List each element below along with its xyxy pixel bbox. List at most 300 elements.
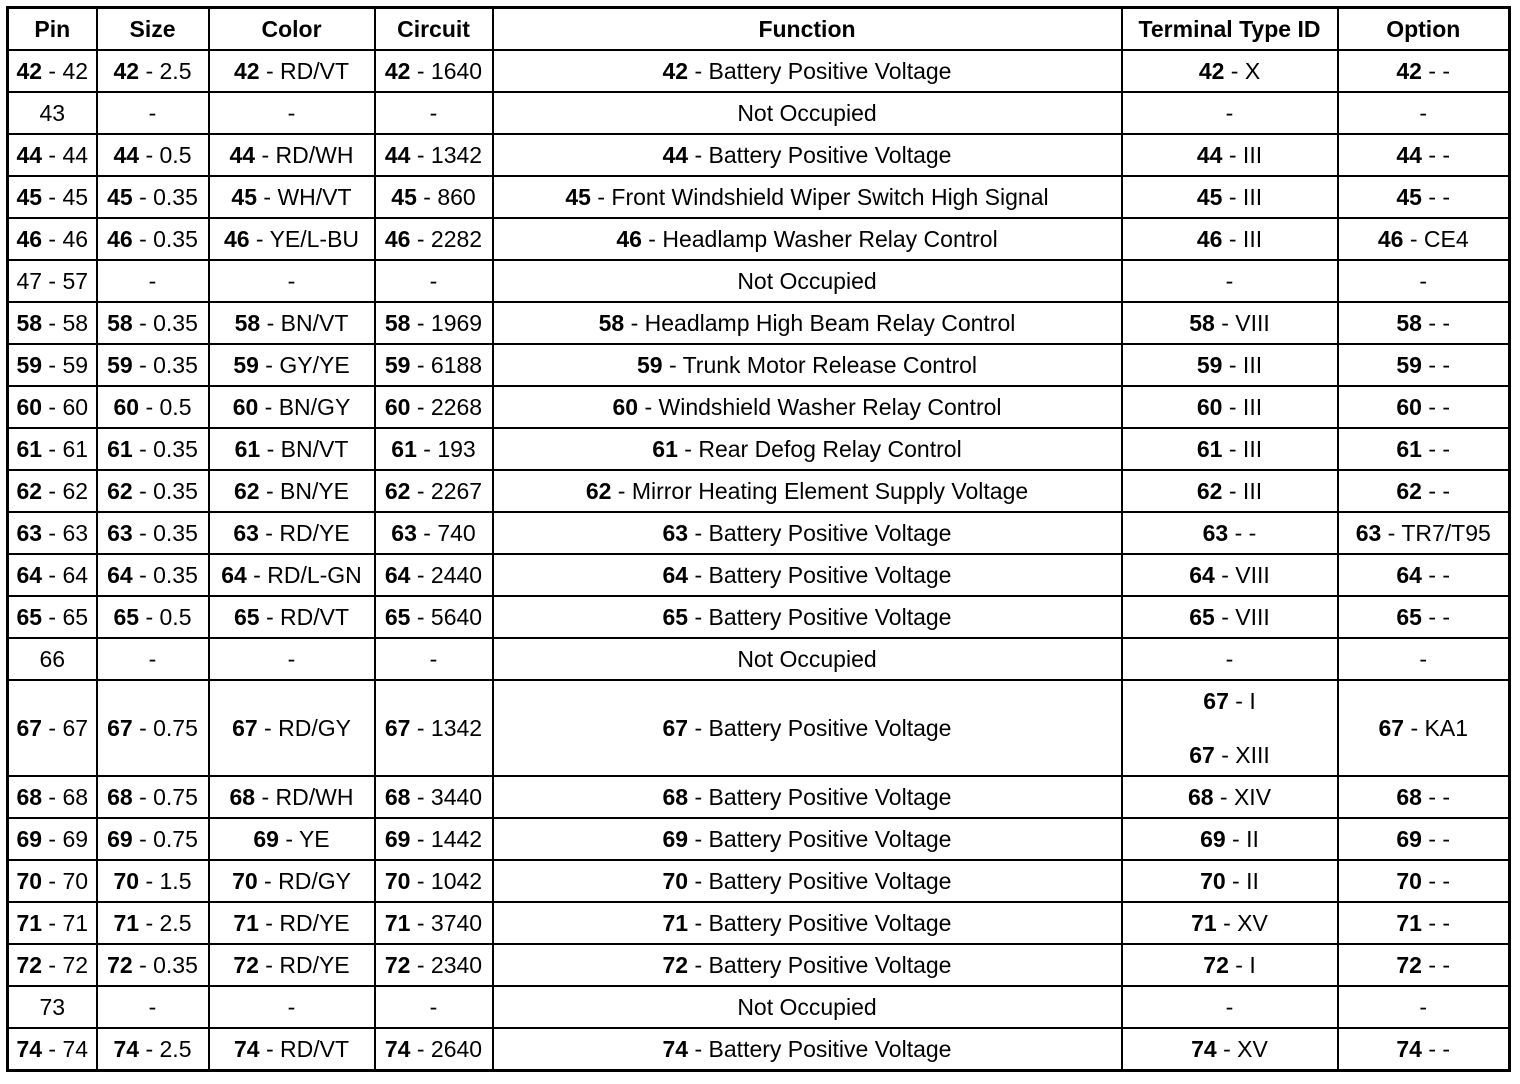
connector-pinout-table xyxy=(6,6,1511,1072)
terminal-entry xyxy=(1125,910,1335,937)
pin-number: 58 xyxy=(1396,310,1422,336)
pin-number: 71 xyxy=(113,910,140,936)
terminal-cell xyxy=(1122,986,1338,1028)
cell-value: - xyxy=(1225,993,1234,1020)
pin-number: 58 xyxy=(1189,309,1215,336)
cell-value: - RD/WH xyxy=(255,784,354,810)
pin-number: 46 xyxy=(384,226,411,252)
cell-value: - xyxy=(1419,994,1428,1020)
cell-value: - RD/YE xyxy=(258,910,350,936)
cell-value: - Battery Positive Voltage xyxy=(688,784,952,810)
cell-value: - Windshield Washer Relay Control xyxy=(638,394,1002,420)
table-row xyxy=(8,596,1510,638)
cell-value: - CE4 xyxy=(1403,226,1469,252)
cell-value: - RD/GY xyxy=(257,715,351,741)
cell-value: - - xyxy=(1421,868,1451,894)
terminal-cell xyxy=(1122,944,1338,986)
color-cell xyxy=(209,512,375,554)
terminal-cell xyxy=(1122,344,1338,386)
circuit-cell xyxy=(375,818,493,860)
circuit-cell xyxy=(375,596,493,638)
cell-value: - 2340 xyxy=(410,952,483,978)
pin-cell xyxy=(8,386,97,428)
pin-number: 74 xyxy=(662,1036,689,1062)
pin-number: 72 xyxy=(1203,951,1229,978)
option-cell xyxy=(1338,818,1510,860)
pin-number: 72 xyxy=(1396,952,1422,978)
cell-value: - 2.5 xyxy=(139,1036,192,1062)
function-cell xyxy=(493,512,1122,554)
pin-number: 65 xyxy=(384,604,411,630)
function-cell xyxy=(493,944,1122,986)
table-row xyxy=(8,680,1510,776)
terminal-cell xyxy=(1122,596,1338,638)
pin-number: 67 xyxy=(16,715,43,741)
circuit-cell xyxy=(375,944,493,986)
pin-number: 68 xyxy=(107,784,133,810)
cell-value: - GY/YE xyxy=(258,352,350,378)
pin-number: 46 xyxy=(1196,225,1223,252)
pin-number: 44 xyxy=(384,142,411,168)
pin-number: 45 xyxy=(565,184,591,210)
pin-number: 68 xyxy=(1187,783,1214,810)
cell-value: - 0.5 xyxy=(139,142,192,168)
terminal-cell xyxy=(1122,428,1338,470)
pin-number: 45 xyxy=(1396,184,1422,210)
pin-number: 69 xyxy=(662,826,689,852)
table-row xyxy=(8,902,1510,944)
cell-value: - 2640 xyxy=(410,1036,483,1062)
circuit-cell xyxy=(375,902,493,944)
cell-value: - xyxy=(1225,645,1234,672)
cell-value: - 65 xyxy=(42,604,89,630)
size-cell xyxy=(97,776,209,818)
color-cell xyxy=(209,818,375,860)
terminal-cell xyxy=(1122,92,1338,134)
table-row xyxy=(8,344,1510,386)
cell-value: - 6188 xyxy=(410,352,483,378)
option-cell xyxy=(1338,1028,1510,1071)
size-cell xyxy=(97,512,209,554)
circuit-cell xyxy=(375,470,493,512)
pin-cell xyxy=(8,776,97,818)
pin-number: 74 xyxy=(233,1036,260,1062)
pin-number: 62 xyxy=(1396,478,1422,504)
terminal-cell xyxy=(1122,386,1338,428)
terminal-entry xyxy=(1125,100,1335,127)
table-row xyxy=(8,92,1510,134)
pin-cell xyxy=(8,986,97,1028)
cell-value: - Battery Positive Voltage xyxy=(688,826,952,852)
pin-number: 61 xyxy=(1196,435,1223,462)
pin-number: 59 xyxy=(1196,351,1223,378)
size-cell xyxy=(97,50,209,92)
cell-value: 43 xyxy=(39,100,66,126)
pin-number: 64 xyxy=(221,562,247,588)
pin-number: 42 xyxy=(233,58,260,84)
pin-number: 68 xyxy=(1396,784,1422,810)
cell-value: - YE xyxy=(278,826,330,852)
cell-value: - - xyxy=(1421,394,1451,420)
option-cell xyxy=(1338,344,1510,386)
cell-value: - 0.35 xyxy=(132,352,198,378)
cell-value: - 3740 xyxy=(410,910,483,936)
pin-number: 59 xyxy=(384,352,411,378)
cell-value: - 46 xyxy=(42,226,89,252)
function-cell xyxy=(493,218,1122,260)
cell-value: - 1342 xyxy=(410,142,483,168)
color-cell xyxy=(209,902,375,944)
terminal-entry xyxy=(1125,226,1335,253)
cell-value: - 0.75 xyxy=(132,784,198,810)
function-cell xyxy=(493,638,1122,680)
cell-value: - 64 xyxy=(42,562,89,588)
option-cell xyxy=(1338,470,1510,512)
pin-number: 71 xyxy=(1191,909,1217,936)
terminal-entry xyxy=(1125,520,1335,547)
table-row xyxy=(8,944,1510,986)
function-cell xyxy=(493,818,1122,860)
cell-value: - Front Windshield Wiper Switch High Signal xyxy=(590,184,1049,210)
terminal-entry xyxy=(1125,184,1335,211)
pin-number: 65 xyxy=(1396,604,1422,630)
cell-value: - WH/VT xyxy=(257,184,352,210)
pin-number: 63 xyxy=(233,520,259,546)
cell-value: - - xyxy=(1421,352,1451,378)
table-row xyxy=(8,260,1510,302)
pin-number: 46 xyxy=(107,226,133,252)
function-cell xyxy=(493,986,1122,1028)
cell-value: - xyxy=(429,994,438,1020)
terminal-cell xyxy=(1122,176,1338,218)
cell-value: - 58 xyxy=(42,310,89,336)
cell-value: - 74 xyxy=(42,1036,89,1062)
pin-number: 42 xyxy=(384,58,411,84)
circuit-cell xyxy=(375,986,493,1028)
cell-value: Not Occupied xyxy=(737,646,877,672)
option-cell xyxy=(1338,386,1510,428)
option-cell xyxy=(1338,638,1510,680)
cell-value: - 45 xyxy=(42,184,89,210)
option-cell xyxy=(1338,944,1510,986)
pin-number: 60 xyxy=(1396,394,1422,420)
terminal-entry xyxy=(1125,868,1335,895)
cell-value: - 0.35 xyxy=(132,562,198,588)
pin-number: 61 xyxy=(16,436,43,462)
color-cell xyxy=(209,302,375,344)
table-row xyxy=(8,50,1510,92)
pin-number: 70 xyxy=(662,868,689,894)
pin-number: 42 xyxy=(1198,57,1225,84)
pin-cell xyxy=(8,260,97,302)
pin-number: 63 xyxy=(107,520,133,546)
cell-value: - 0.5 xyxy=(139,394,192,420)
cell-value: - Battery Positive Voltage xyxy=(688,952,952,978)
pin-number: 59 xyxy=(233,352,259,378)
color-cell xyxy=(209,386,375,428)
pin-number: 60 xyxy=(384,394,411,420)
cell-value: - Battery Positive Voltage xyxy=(688,868,952,894)
cell-value: - - xyxy=(1421,310,1451,336)
header-pin: Pin xyxy=(8,8,97,51)
cell-value: - xyxy=(148,268,157,294)
pin-number: 45 xyxy=(391,184,417,210)
cell-value: - YE/L-BU xyxy=(249,226,360,252)
cell-value: - xyxy=(1419,100,1428,126)
pin-number: 63 xyxy=(16,520,43,546)
cell-value: - 2.5 xyxy=(139,910,192,936)
cell-value: - X xyxy=(1224,57,1261,84)
terminal-entry xyxy=(1125,952,1335,979)
pin-number: 58 xyxy=(16,310,43,336)
cell-value: - 0.75 xyxy=(132,715,198,741)
pin-number: 74 xyxy=(384,1036,411,1062)
cell-value: Not Occupied xyxy=(737,100,877,126)
size-cell xyxy=(97,134,209,176)
function-cell xyxy=(493,1028,1122,1071)
cell-value: - III xyxy=(1222,183,1263,210)
cell-value: - BN/GY xyxy=(258,394,351,420)
color-cell xyxy=(209,176,375,218)
color-cell xyxy=(209,776,375,818)
pin-number: 60 xyxy=(16,394,43,420)
circuit-cell xyxy=(375,50,493,92)
pin-cell xyxy=(8,50,97,92)
pin-number: 59 xyxy=(107,352,133,378)
cell-value: - Battery Positive Voltage xyxy=(688,604,952,630)
cell-value: - RD/VT xyxy=(259,58,350,84)
header-circuit: Circuit xyxy=(375,8,493,51)
function-cell xyxy=(493,92,1122,134)
cell-value: - xyxy=(287,268,296,294)
function-cell xyxy=(493,680,1122,776)
pin-number: 67 xyxy=(384,715,411,741)
terminal-entry xyxy=(1125,394,1335,421)
cell-value: - - xyxy=(1421,1036,1451,1062)
pin-number: 70 xyxy=(113,868,140,894)
cell-value: - XIII xyxy=(1214,741,1270,768)
function-cell xyxy=(493,902,1122,944)
cell-value: - 61 xyxy=(42,436,89,462)
pin-number: 42 xyxy=(113,58,140,84)
color-cell xyxy=(209,134,375,176)
cell-value: - - xyxy=(1421,436,1451,462)
cell-value: - xyxy=(429,100,438,126)
pin-number: 45 xyxy=(107,184,133,210)
table-row xyxy=(8,776,1510,818)
cell-value: - - xyxy=(1421,910,1451,936)
size-cell xyxy=(97,554,209,596)
terminal-entry xyxy=(1125,352,1335,379)
cell-value: - TR7/T95 xyxy=(1381,520,1491,546)
function-cell xyxy=(493,554,1122,596)
cell-value: - 2268 xyxy=(410,394,483,420)
cell-value: Not Occupied xyxy=(737,268,877,294)
cell-value: - VIII xyxy=(1214,603,1270,630)
pin-number: 60 xyxy=(612,394,639,420)
pin-number: 61 xyxy=(234,436,261,462)
pin-number: 58 xyxy=(598,310,625,336)
cell-value: - 5640 xyxy=(410,604,483,630)
circuit-cell xyxy=(375,860,493,902)
size-cell xyxy=(97,386,209,428)
header-function: Function xyxy=(493,8,1122,51)
pin-number: 62 xyxy=(384,478,411,504)
pin-number: 71 xyxy=(233,910,259,936)
table-row xyxy=(8,176,1510,218)
pin-number: 64 xyxy=(384,562,411,588)
pin-cell xyxy=(8,596,97,638)
pin-cell xyxy=(8,554,97,596)
cell-value: - 0.35 xyxy=(132,226,198,252)
option-cell xyxy=(1338,428,1510,470)
cell-value: - 0.35 xyxy=(132,310,198,336)
color-cell xyxy=(209,638,375,680)
table-row xyxy=(8,638,1510,680)
cell-value: - xyxy=(287,646,296,672)
option-cell xyxy=(1338,176,1510,218)
terminal-cell xyxy=(1122,902,1338,944)
pin-cell xyxy=(8,218,97,260)
terminal-cell xyxy=(1122,680,1338,776)
pin-number: 74 xyxy=(16,1036,43,1062)
color-cell xyxy=(209,1028,375,1071)
circuit-cell xyxy=(375,176,493,218)
pin-number: 62 xyxy=(16,478,43,504)
function-cell xyxy=(493,386,1122,428)
terminal-cell xyxy=(1122,218,1338,260)
pin-number: 72 xyxy=(107,952,133,978)
option-cell xyxy=(1338,986,1510,1028)
terminal-entry xyxy=(1125,784,1335,811)
header-size: Size xyxy=(97,8,209,51)
pin-cell xyxy=(8,176,97,218)
cell-value: - 69 xyxy=(42,826,89,852)
function-cell xyxy=(493,176,1122,218)
pin-cell xyxy=(8,134,97,176)
cell-value: - xyxy=(1419,646,1428,672)
cell-value: - 2440 xyxy=(410,562,483,588)
cell-value: - BN/YE xyxy=(259,478,350,504)
pin-number: 59 xyxy=(636,352,663,378)
option-cell xyxy=(1338,596,1510,638)
header-option: Option xyxy=(1338,8,1510,51)
cell-value: - 70 xyxy=(42,868,89,894)
table-row xyxy=(8,818,1510,860)
cell-value: - Rear Defog Relay Control xyxy=(677,436,962,462)
color-cell xyxy=(209,986,375,1028)
cell-value: - 59 xyxy=(42,352,89,378)
pin-number: 74 xyxy=(1396,1036,1422,1062)
option-cell xyxy=(1338,50,1510,92)
pin-number: 72 xyxy=(662,952,689,978)
terminal-entry xyxy=(1125,436,1335,463)
pin-number: 69 xyxy=(107,826,133,852)
size-cell xyxy=(97,302,209,344)
pin-cell xyxy=(8,428,97,470)
color-cell xyxy=(209,944,375,986)
pin-number: 64 xyxy=(107,562,133,588)
terminal-cell xyxy=(1122,50,1338,92)
table-row xyxy=(8,470,1510,512)
cell-value: - 44 xyxy=(42,142,89,168)
pin-number: 64 xyxy=(16,562,43,588)
cell-value: - - xyxy=(1228,519,1257,546)
cell-value: - Headlamp High Beam Relay Control xyxy=(624,310,1016,336)
cell-value: - BN/VT xyxy=(260,310,349,336)
cell-value: - 860 xyxy=(416,184,476,210)
pin-number: 60 xyxy=(113,394,140,420)
cell-value: - 1.5 xyxy=(139,868,192,894)
cell-value: - 0.75 xyxy=(132,826,198,852)
size-cell xyxy=(97,1028,209,1071)
function-cell xyxy=(493,776,1122,818)
pin-number: 44 xyxy=(113,142,140,168)
pin-number: 62 xyxy=(1196,477,1223,504)
cell-value: - - xyxy=(1421,784,1451,810)
option-cell xyxy=(1338,902,1510,944)
pin-number: 44 xyxy=(229,142,256,168)
table-row xyxy=(8,986,1510,1028)
pin-number: 42 xyxy=(16,58,43,84)
pin-number: 70 xyxy=(232,868,258,894)
cell-value: Not Occupied xyxy=(737,994,877,1020)
circuit-cell xyxy=(375,134,493,176)
terminal-entry xyxy=(1125,646,1335,673)
circuit-cell xyxy=(375,260,493,302)
cell-value: - xyxy=(148,994,157,1020)
table-row xyxy=(8,302,1510,344)
terminal-cell xyxy=(1122,776,1338,818)
terminal-entry xyxy=(1125,142,1335,169)
circuit-cell xyxy=(375,776,493,818)
pin-number: 72 xyxy=(16,952,43,978)
pin-number: 69 xyxy=(1396,826,1422,852)
pin-number: 68 xyxy=(384,784,411,810)
cell-value: - 193 xyxy=(416,436,476,462)
cell-value: - Battery Positive Voltage xyxy=(688,1036,952,1062)
pin-number: 70 xyxy=(16,868,43,894)
pin-cell xyxy=(8,944,97,986)
cell-value: - RD/YE xyxy=(258,952,350,978)
pin-number: 46 xyxy=(223,226,250,252)
color-cell xyxy=(209,92,375,134)
pin-number: 59 xyxy=(16,352,43,378)
cell-value: - 0.35 xyxy=(132,478,198,504)
pin-number: 44 xyxy=(1396,142,1422,168)
size-cell xyxy=(97,902,209,944)
option-cell xyxy=(1338,776,1510,818)
color-cell xyxy=(209,680,375,776)
function-cell xyxy=(493,860,1122,902)
table-row xyxy=(8,860,1510,902)
header-row xyxy=(8,8,1510,51)
pin-number: 59 xyxy=(1396,352,1422,378)
size-cell xyxy=(97,260,209,302)
terminal-cell xyxy=(1122,860,1338,902)
cell-value: - KA1 xyxy=(1404,715,1468,741)
pin-number: 46 xyxy=(616,226,642,252)
cell-value: - 740 xyxy=(416,520,476,546)
color-cell xyxy=(209,554,375,596)
pin-number: 61 xyxy=(652,436,678,462)
cell-value: - Battery Positive Voltage xyxy=(688,562,952,588)
pin-cell xyxy=(8,92,97,134)
cell-value: - 60 xyxy=(42,394,89,420)
terminal-entry xyxy=(1125,688,1335,715)
cell-value: - Trunk Motor Release Control xyxy=(662,352,978,378)
terminal-entry xyxy=(1125,310,1335,337)
